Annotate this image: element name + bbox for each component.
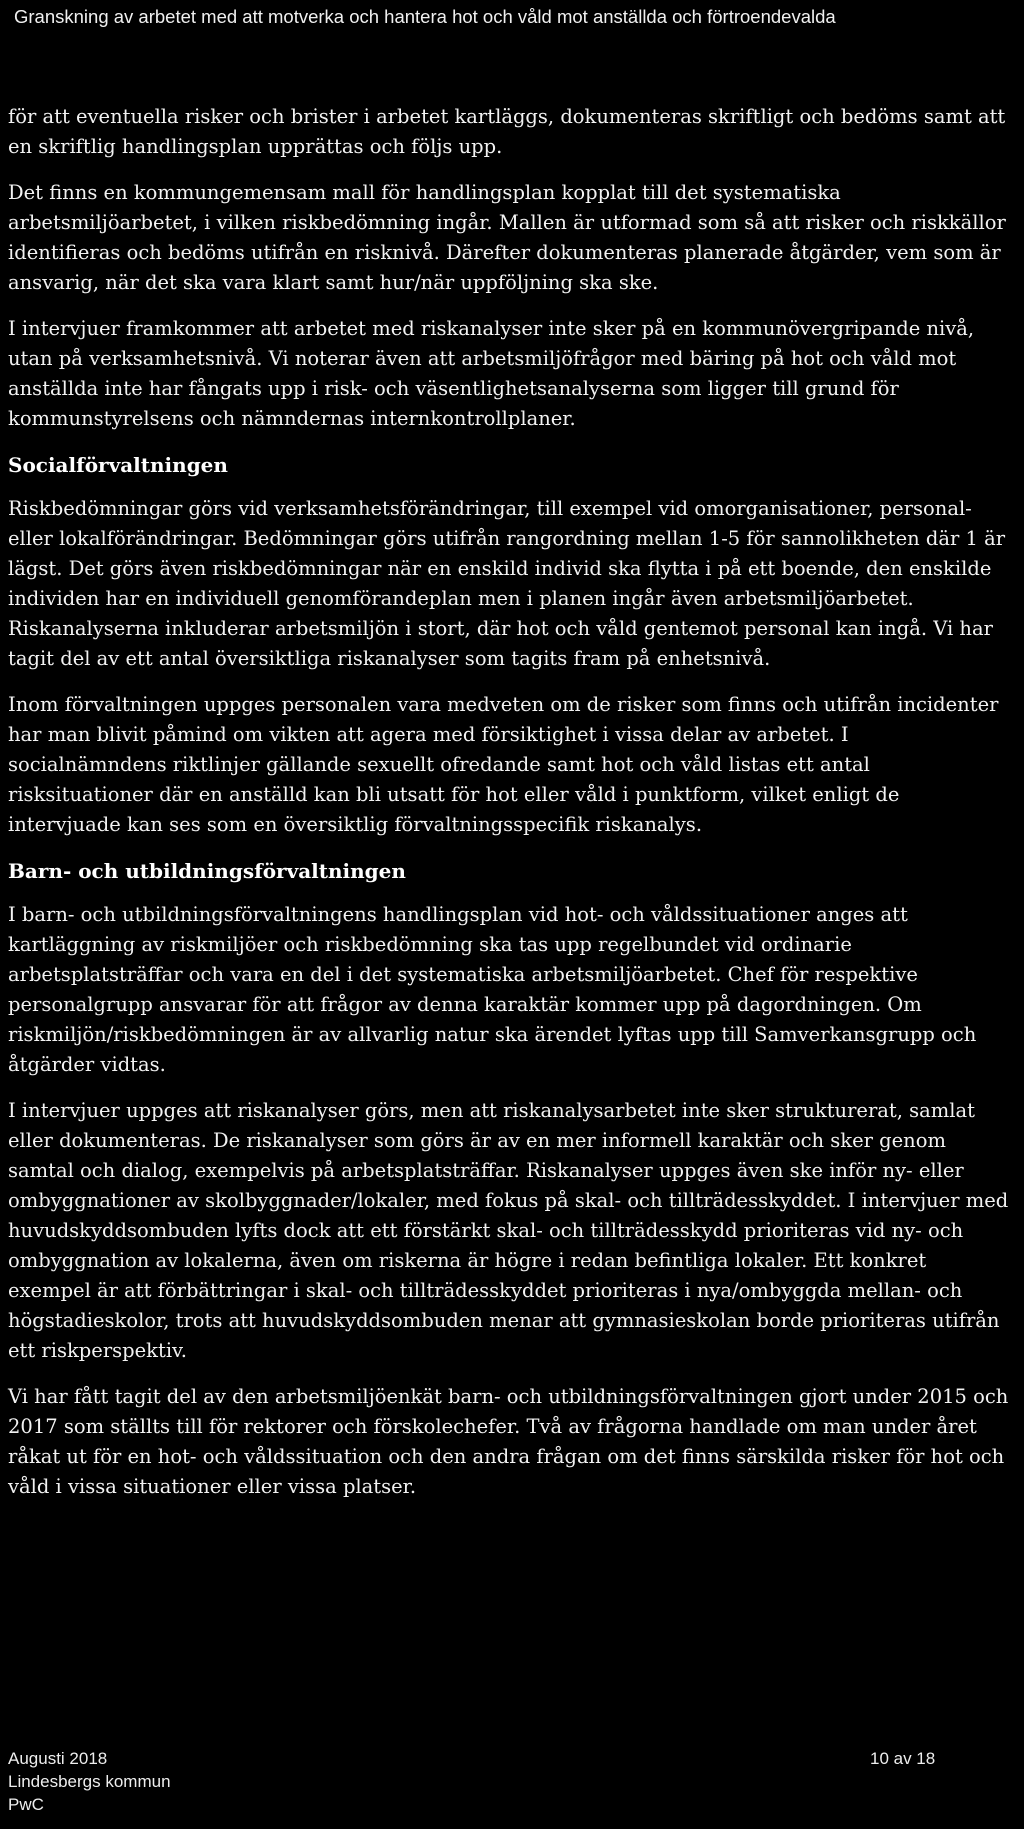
paragraph: I intervjuer framkommer att arbetet med riskanalyser inte sker på en kommunövergripande nivå, utan på verksamhetsnivå. Vi noterar även att arbetsmiljöfrågor med bäring på hot och våld mot anställda inte har fångats upp i risk- och väsentlighetsanalyserna som ligger till grund för kommunstyrelsens och nämndernas internkontrollplaner. [8, 317, 975, 430]
footer [8, 1747, 171, 1816]
section-heading-socialforvaltningen: Socialförvaltningen [8, 453, 228, 477]
running-header: Granskning av arbetet med att motverka och hantera hot och våld mot anställda och förtroendevalda [14, 6, 836, 27]
paragraph: Riskbedömningar görs vid verksamhetsförändringar, till exempel vid omorganisationer, personal- eller lokalförändringar. Bedömningar görs utifrån rangordning mellan 1-5 för sannolikheten där 1 är lägst. Det görs även riskbedömningar när en enskild individ ska flytta i på ett boende, den enskilde individen har en individuell genomförandeplan men i planen ingår även arbetsmiljöarbetet. Riskanalyserna inkluderar arbetsmiljön i stort, där hot och våld gentemot personal kan ingå. Vi har tagit del av ett antal översiktliga riskanalyser som tagits fram på enhetsnivå. [8, 497, 1006, 670]
document-body [8, 102, 1013, 1518]
paragraph: Vi har fått tagit del av den arbetsmiljöenkät barn- och utbildningsförvaltningen gjort under 2015 och 2017 som ställts till för rektorer och förskolechefer. Två av frågorna handlade om man under året råkat ut för en hot- och våldssituation och den andra frågan om det finns särskilda risker för hot och våld i vissa situationer eller vissa platser. [8, 1385, 1009, 1498]
paragraph: för att eventuella risker och brister i arbetet kartläggs, dokumenteras skriftligt och bedöms samt att en skriftlig handlingsplan upprättas och följs upp. [8, 105, 1006, 158]
footer-organization: Lindesbergs kommun [8, 1772, 171, 1791]
paragraph: I intervjuer uppges att riskanalyser görs, men att riskanalysarbetet inte sker strukturerat, samlat eller dokumenteras. De riskanalyser som görs är av en mer informell karaktär och sker genom samtal och dialog, exempelvis på arbetsplatsträffar. Riskanalyser uppges även ske inför ny- eller ombyggnationer av skolbyggnader/lokaler, med fokus på skal- och tillträdesskyddet. I intervjuer med huvudskyddsombuden lyfts dock att ett förstärkt skal- och tillträdesskydd prioriteras vid ny- och ombyggnation av lokalerna, även om riskerna är högre i redan befintliga lokaler. Ett konkret exempel är att förbättringar i skal- och tillträdesskyddet prioriteras i nya/ombyggda mellan- och högstadieskolor, trots att huvudskyddsombuden menar att gymnasieskolan borde prioriteras utifrån ett riskperspektiv. [8, 1099, 1009, 1362]
paragraph: Det finns en kommungemensam mall för handlingsplan kopplat till det systematiska arbetsmiljöarbetet, i vilken riskbedömning ingår. Mallen är utformad som så att risker och riskkällor identifieras och bedöms utifrån en risknivå. Därefter dokumenteras planerade åtgärder, vem som är ansvarig, när det ska vara klart samt hur/när uppföljning ska ske. [8, 181, 1006, 294]
footer-date: Augusti 2018 [8, 1749, 108, 1768]
paragraph: Inom förvaltningen uppges personalen vara medveten om de risker som finns och utifrån incidenter har man blivit påmind om vikten att agera med försiktighet i vissa delar av arbetet. I socialnämndens riktlinjer gällande sexuellt ofredande samt hot och våld listas ett antal risksituationer där en anställd kan bli utsatt för hot eller våld i punktform, vilket enligt de intervjuade kan ses som en översiktlig förvaltningsspecifik riskanalys. [8, 693, 999, 836]
section-heading-barn-och-utbildningsforvaltningen: Barn- och utbildningsförvaltningen [8, 859, 406, 883]
paragraph: I barn- och utbildningsförvaltningens handlingsplan vid hot- och våldssituationer anges att kartläggning av riskmiljöer och riskbedömning ska tas upp regelbundet vid ordinarie arbetsplatsträffar och vara en del i det systematiska arbetsmiljöarbetet. Chef för respektive personalgrupp ansvarar för att frågor av denna karaktär kommer upp på dagordningen. Om riskmiljön/riskbedömningen är av allvarlig natur ska ärendet lyftas upp till Samverkansgrupp och åtgärder vidtas. [8, 903, 977, 1076]
page-number: 10 av 18 [870, 1749, 936, 1768]
footer-company: PwC [8, 1795, 44, 1814]
